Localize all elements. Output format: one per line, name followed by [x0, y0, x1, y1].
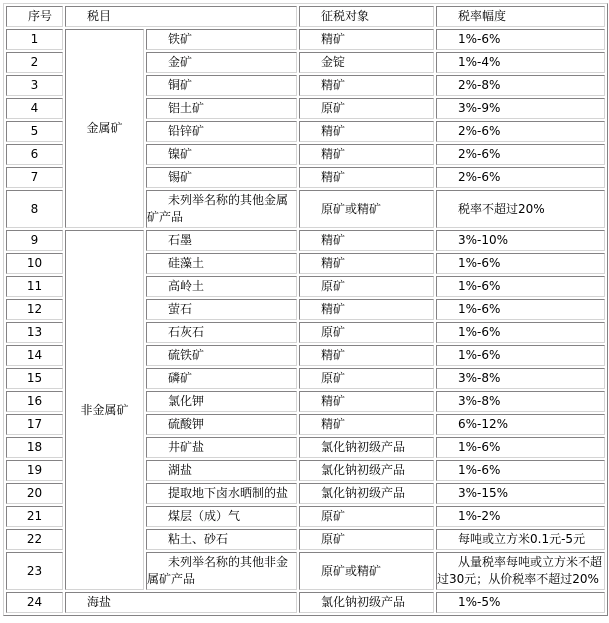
cell-serial-number: 7: [6, 167, 63, 188]
cell-tax-rate: 1%-2%: [436, 506, 605, 527]
cell-category-group: 金属矿: [65, 29, 144, 228]
cell-serial-number: 11: [6, 276, 63, 297]
cell-serial-number: 24: [6, 592, 63, 613]
cell-tax-item: 湖盐: [146, 460, 297, 481]
cell-tax-object: 原矿: [299, 98, 434, 119]
cell-serial-number: 23: [6, 552, 63, 590]
cell-tax-rate: 2%-8%: [436, 75, 605, 96]
cell-serial-number: 12: [6, 299, 63, 320]
cell-serial-number: 13: [6, 322, 63, 343]
cell-tax-object: 精矿: [299, 299, 434, 320]
header-tax-object: 征税对象: [299, 6, 434, 27]
cell-tax-rate: 3%-8%: [436, 391, 605, 412]
cell-tax-object: 原矿: [299, 276, 434, 297]
cell-tax-rate: 1%-6%: [436, 322, 605, 343]
tax-rate-table: [3, 3, 608, 616]
cell-tax-item: 金矿: [146, 52, 297, 73]
cell-tax-item: 海盐: [65, 592, 297, 613]
cell-tax-item: 井矿盐: [146, 437, 297, 458]
cell-tax-rate: 每吨或立方米0.1元-5元: [436, 529, 605, 550]
cell-tax-rate: 1%-6%: [436, 253, 605, 274]
cell-tax-item: 煤层（成）气: [146, 506, 297, 527]
cell-serial-number: 18: [6, 437, 63, 458]
cell-tax-item: 萤石: [146, 299, 297, 320]
cell-serial-number: 19: [6, 460, 63, 481]
cell-tax-rate: 2%-6%: [436, 121, 605, 142]
cell-tax-object: 氯化钠初级产品: [299, 483, 434, 504]
cell-tax-item: 高岭土: [146, 276, 297, 297]
cell-tax-rate: 从量税率每吨或立方米不超过30元；从价税率不超过20%: [436, 552, 605, 590]
cell-serial-number: 22: [6, 529, 63, 550]
cell-tax-object: 精矿: [299, 230, 434, 251]
cell-tax-item: 铜矿: [146, 75, 297, 96]
cell-tax-rate: 2%-6%: [436, 167, 605, 188]
header-tax-item: 税目: [65, 6, 297, 27]
header-tax-rate-range: 税率幅度: [436, 6, 605, 27]
cell-tax-object: 精矿: [299, 121, 434, 142]
cell-tax-rate: 税率不超过20%: [436, 190, 605, 228]
cell-tax-object: 精矿: [299, 29, 434, 50]
cell-tax-object: 原矿或精矿: [299, 190, 434, 228]
cell-tax-object: 精矿: [299, 75, 434, 96]
cell-tax-object: 精矿: [299, 144, 434, 165]
cell-tax-rate: 1%-5%: [436, 592, 605, 613]
cell-tax-rate: 3%-9%: [436, 98, 605, 119]
cell-tax-object: 氯化钠初级产品: [299, 592, 434, 613]
cell-tax-object: 原矿或精矿: [299, 552, 434, 590]
cell-tax-rate: 3%-8%: [436, 368, 605, 389]
tax-table-body: [6, 29, 605, 613]
cell-tax-object: 原矿: [299, 322, 434, 343]
cell-tax-item: 磷矿: [146, 368, 297, 389]
cell-tax-object: 精矿: [299, 345, 434, 366]
cell-tax-item: 镍矿: [146, 144, 297, 165]
cell-tax-rate: 2%-6%: [436, 144, 605, 165]
cell-tax-rate: 1%-6%: [436, 460, 605, 481]
cell-serial-number: 8: [6, 190, 63, 228]
cell-serial-number: 10: [6, 253, 63, 274]
cell-serial-number: 20: [6, 483, 63, 504]
table-row: [6, 29, 605, 50]
cell-tax-item: 石灰石: [146, 322, 297, 343]
cell-serial-number: 1: [6, 29, 63, 50]
cell-tax-object: 氯化钠初级产品: [299, 460, 434, 481]
cell-tax-object: 氯化钠初级产品: [299, 437, 434, 458]
cell-serial-number: 3: [6, 75, 63, 96]
cell-tax-rate: 1%-6%: [436, 276, 605, 297]
cell-tax-item: 硫铁矿: [146, 345, 297, 366]
cell-tax-rate: 1%-6%: [436, 345, 605, 366]
cell-serial-number: 9: [6, 230, 63, 251]
cell-tax-object: 精矿: [299, 391, 434, 412]
cell-serial-number: 4: [6, 98, 63, 119]
table-row: [6, 592, 605, 613]
cell-tax-rate: 1%-4%: [436, 52, 605, 73]
cell-tax-rate: 1%-6%: [436, 299, 605, 320]
table-header-row: [6, 6, 605, 27]
cell-tax-rate: 1%-6%: [436, 29, 605, 50]
cell-tax-rate: 3%-10%: [436, 230, 605, 251]
cell-tax-object: 原矿: [299, 529, 434, 550]
cell-serial-number: 21: [6, 506, 63, 527]
cell-tax-object: 原矿: [299, 506, 434, 527]
cell-serial-number: 15: [6, 368, 63, 389]
cell-tax-item: 硅藻土: [146, 253, 297, 274]
cell-tax-rate: 1%-6%: [436, 437, 605, 458]
cell-tax-item: 未列举名称的其他金属矿产品: [146, 190, 297, 228]
cell-tax-item: 提取地下卤水晒制的盐: [146, 483, 297, 504]
header-serial-number: 序号: [6, 6, 63, 27]
cell-serial-number: 5: [6, 121, 63, 142]
cell-tax-object: 精矿: [299, 253, 434, 274]
cell-tax-rate: 3%-15%: [436, 483, 605, 504]
cell-serial-number: 17: [6, 414, 63, 435]
cell-serial-number: 6: [6, 144, 63, 165]
table-row: [6, 230, 605, 251]
cell-tax-item: 铝土矿: [146, 98, 297, 119]
cell-tax-item: 石墨: [146, 230, 297, 251]
cell-tax-item: 粘土、砂石: [146, 529, 297, 550]
cell-serial-number: 14: [6, 345, 63, 366]
cell-serial-number: 16: [6, 391, 63, 412]
cell-tax-item: 硫酸钾: [146, 414, 297, 435]
cell-tax-item: 铁矿: [146, 29, 297, 50]
cell-serial-number: 2: [6, 52, 63, 73]
cell-tax-item: 锡矿: [146, 167, 297, 188]
cell-tax-item: 氯化钾: [146, 391, 297, 412]
cell-tax-item: 铅锌矿: [146, 121, 297, 142]
cell-tax-object: 精矿: [299, 414, 434, 435]
cell-tax-item: 未列举名称的其他非金属矿产品: [146, 552, 297, 590]
cell-tax-rate: 6%-12%: [436, 414, 605, 435]
cell-tax-object: 原矿: [299, 368, 434, 389]
cell-tax-object: 金锭: [299, 52, 434, 73]
cell-category-group: 非金属矿: [65, 230, 144, 590]
cell-tax-object: 精矿: [299, 167, 434, 188]
